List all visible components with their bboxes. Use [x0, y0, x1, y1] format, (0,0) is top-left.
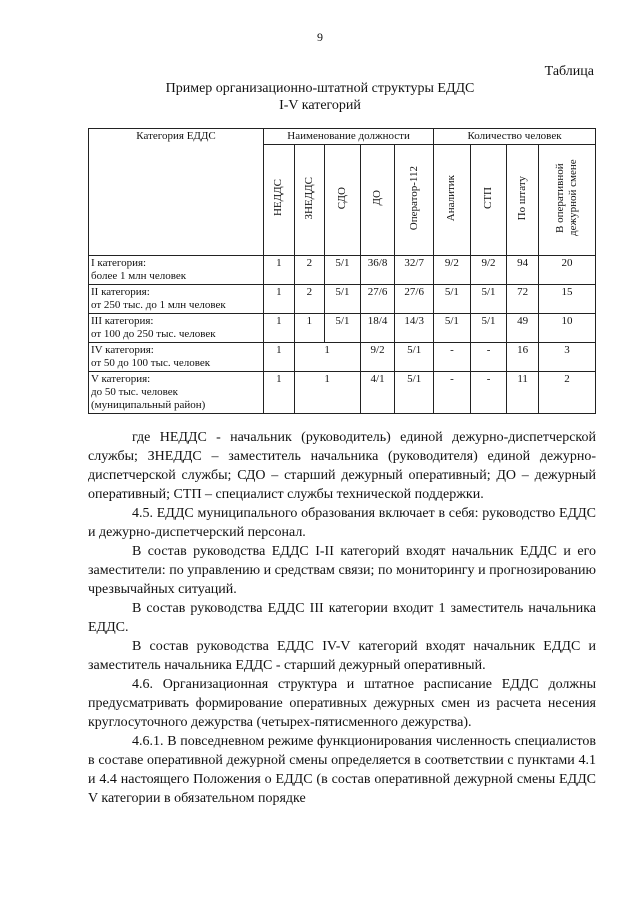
category-population: до 50 тыс. человек — [91, 386, 178, 398]
cell: 2 — [294, 285, 325, 314]
category-name: IV категория: — [91, 344, 154, 356]
cell: 1 — [294, 343, 360, 372]
cell: 5/1 — [434, 314, 471, 343]
cell: 1 — [294, 314, 325, 343]
cell: 1 — [264, 343, 295, 372]
header-by-staff — [507, 145, 539, 256]
cell: 5/1 — [434, 285, 471, 314]
page-number: 9 — [317, 30, 323, 44]
staff-structure-table — [88, 128, 596, 414]
category-note: (муниципальный район) — [91, 399, 206, 411]
header-do — [360, 145, 395, 256]
table-row — [89, 285, 596, 314]
header-sdo — [325, 145, 361, 256]
table-title-line1: Пример организационно-штатной структуры ЕДДС — [165, 81, 475, 96]
header-label: ЗНЕДДС — [302, 176, 315, 220]
cell: 36/8 — [360, 256, 395, 285]
cell: 5/1 — [395, 343, 434, 372]
table-row — [89, 314, 596, 343]
category-cell — [89, 343, 264, 372]
cell: 49 — [507, 314, 539, 343]
cell: 32/7 — [395, 256, 434, 285]
cell: 72 — [507, 285, 539, 314]
cell: 5/1 — [470, 285, 507, 314]
cell: 27/6 — [360, 285, 395, 314]
header-neddс — [264, 145, 295, 256]
paragraph-legend: где НЕДДС - начальник (руководитель) единой дежурно-диспетчерской службы; ЗНЕДДС – заместитель начальника (руководителя) единой дежурно-диспетчерской службы; СДО – старший дежурный оперативный; ДО – дежурный оперативный; СТП – специалист службы технической поддержки. — [88, 430, 596, 502]
header-category: Категория ЕДДС — [89, 129, 264, 256]
header-operator-112 — [395, 145, 434, 256]
cell: 1 — [294, 372, 360, 414]
category-name: III категория: — [91, 315, 154, 327]
cell: 15 — [538, 285, 595, 314]
paragraph: В состав руководства ЕДДС IV-V категорий входят начальник ЕДДС и заместитель начальника ЕДДС - старший дежурный оперативный. — [88, 639, 596, 673]
header-label: В оперативной дежурной смене — [553, 159, 579, 237]
category-population: более 1 млн человек — [91, 270, 187, 282]
cell: - — [434, 343, 471, 372]
paragraph: 4.6. Организационная структура и штатное расписание ЕДДС должны предусматривать формирование оперативных дежурных смен из расчета несения круглосуточного дежурства (четырех-пятисменного дежурства). — [88, 677, 596, 730]
header-label: Аналитик — [445, 174, 458, 222]
cell: 94 — [507, 256, 539, 285]
cell: 9/2 — [360, 343, 395, 372]
cell: 16 — [507, 343, 539, 372]
cell: - — [470, 372, 507, 414]
body-text — [88, 428, 596, 808]
cell: 2 — [294, 256, 325, 285]
paragraph: В состав руководства ЕДДС I-II категорий входят начальник ЕДДС и его заместители: по управлению и средствам связи; по мониторингу и прогнозированию чрезвычайных ситуаций. — [88, 544, 596, 597]
table-row — [89, 343, 596, 372]
cell: 2 — [538, 372, 595, 414]
category-cell — [89, 314, 264, 343]
cell: 11 — [507, 372, 539, 414]
table-title-line2: I-V категорий — [279, 98, 361, 113]
cell: 1 — [264, 314, 295, 343]
header-label: ДО — [371, 190, 384, 206]
cell: 4/1 — [360, 372, 395, 414]
table-label: Таблица — [544, 64, 594, 79]
category-population: от 50 до 100 тыс. человек — [91, 357, 211, 369]
paragraph: В состав руководства ЕДДС III категории входит 1 заместитель начальника ЕДДС. — [88, 601, 596, 635]
cell: - — [434, 372, 471, 414]
cell: 20 — [538, 256, 595, 285]
header-label: НЕДДС — [272, 179, 285, 217]
header-label: Оператор-112 — [407, 165, 420, 231]
cell: 27/6 — [395, 285, 434, 314]
paragraph: 4.6.1. В повседневном режиме функционирования численность специалистов в составе оперативной дежурной смены определяется в соответствии с пунктами 4.1 и 4.4 настоящего Положения о ЕДДС (в состав оперативной дежурной смены ЕДДС V категории в обязательном порядке — [88, 734, 596, 806]
header-positions-group: Наименование должности — [264, 129, 434, 145]
category-cell — [89, 256, 264, 285]
cell: 1 — [264, 285, 295, 314]
cell: 9/2 — [434, 256, 471, 285]
header-label: СДО — [335, 186, 348, 210]
category-name: I категория: — [91, 257, 147, 269]
cell: 1 — [264, 256, 295, 285]
header-on-shift — [538, 145, 595, 256]
table-row — [89, 256, 596, 285]
paragraph: 4.5. ЕДДС муниципального образования включает в себя: руководство ЕДДС и дежурно-диспетчерский персонал. — [88, 506, 596, 540]
cell: 5/1 — [325, 314, 361, 343]
cell: 3 — [538, 343, 595, 372]
table-title — [0, 80, 640, 114]
category-cell — [89, 285, 264, 314]
category-population: от 100 до 250 тыс. человек — [91, 328, 216, 340]
cell: 5/1 — [395, 372, 434, 414]
table-row — [89, 372, 596, 414]
category-cell — [89, 372, 264, 414]
category-population: от 250 тыс. до 1 млн человек — [91, 299, 226, 311]
header-label: По штату — [516, 175, 529, 221]
cell: 5/1 — [325, 256, 361, 285]
cell: 5/1 — [470, 314, 507, 343]
cell: 14/3 — [395, 314, 434, 343]
header-zneddс — [294, 145, 325, 256]
category-name: V категория: — [91, 373, 151, 385]
cell: 5/1 — [325, 285, 361, 314]
cell: - — [470, 343, 507, 372]
header-analyst — [434, 145, 471, 256]
header-label: СТП — [482, 187, 495, 209]
cell: 9/2 — [470, 256, 507, 285]
header-count-group: Количество человек — [434, 129, 596, 145]
category-name: II категория: — [91, 286, 150, 298]
cell: 10 — [538, 314, 595, 343]
cell: 18/4 — [360, 314, 395, 343]
cell: 1 — [264, 372, 295, 414]
header-stp — [470, 145, 507, 256]
